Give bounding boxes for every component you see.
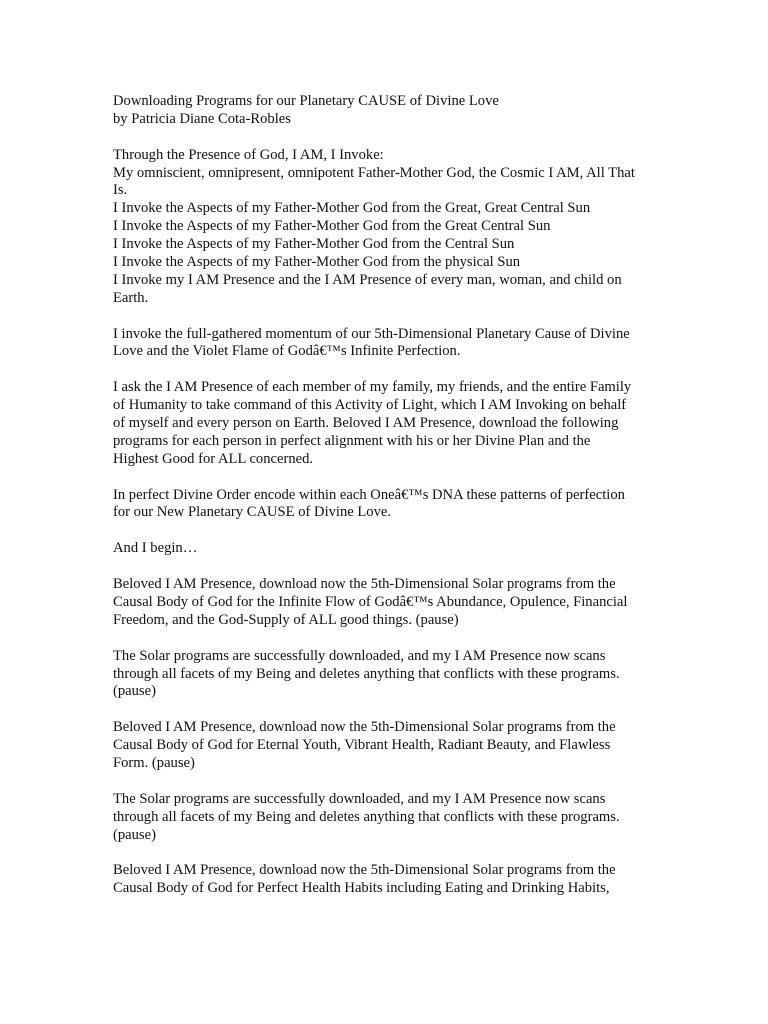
text-line: of Humanity to take command of this Activity of Light, which I AM Invoking on behalf [113, 397, 627, 414]
paragraph-encode [113, 487, 658, 523]
text-line: Highest Good for ALL concerned. [113, 450, 314, 467]
text-line: for our New Planetary CAUSE of Divine Love. [113, 504, 392, 521]
text-line: (pause) [113, 683, 156, 700]
text-line: I Invoke the Aspects of my Father-Mother God from the Great, Great Central Sun [113, 200, 591, 217]
text-line: Form. (pause) [113, 754, 195, 771]
paragraph-request [113, 379, 658, 468]
paragraph-youth [113, 719, 658, 773]
paragraph-habits [113, 862, 658, 898]
text-line: I Invoke the Aspects of my Father-Mother God from the physical Sun [113, 254, 521, 271]
text-line: Beloved I AM Presence, download now the 5th-Dimensional Solar programs from the [113, 576, 616, 593]
text-line: (pause) [113, 826, 156, 843]
paragraph-gap [113, 701, 658, 719]
text-line: Earth. [113, 289, 149, 306]
paragraph-gap [113, 522, 658, 540]
text-line: through all facets of my Being and deletes anything that conflicts with these programs. [113, 665, 620, 682]
paragraph-gap [113, 773, 658, 791]
text-line: Beloved I AM Presence, download now the 5th-Dimensional Solar programs from the [113, 719, 616, 736]
text-line: Love and the Violet Flame of Godâ€™s Infinite Perfection. [113, 343, 461, 360]
text-line: Causal Body of God for Perfect Health Habits including Eating and Drinking Habits, [113, 880, 610, 897]
paragraph-gap [113, 558, 658, 576]
paragraph-confirm-2 [113, 791, 658, 845]
paragraph-gap [113, 844, 658, 862]
paragraph-gap [113, 129, 658, 147]
text-line: Causal Body of God for the Infinite Flow of Godâ€™s Abundance, Opulence, Financial [113, 593, 628, 610]
document-body [113, 93, 658, 898]
paragraph-begin [113, 540, 658, 558]
text-line: The Solar programs are successfully downloaded, and my I AM Presence now scans [113, 790, 606, 807]
text-line: I Invoke my I AM Presence and the I AM Presence of every man, woman, and child on [113, 271, 622, 288]
text-line: In perfect Divine Order encode within each Oneâ€™s DNA these patterns of perfection [113, 486, 625, 503]
text-line: The Solar programs are successfully downloaded, and my I AM Presence now scans [113, 647, 606, 664]
paragraph-gap [113, 469, 658, 487]
text-line: Freedom, and the God-Supply of ALL good things. (pause) [113, 611, 459, 628]
text-line: programs for each person in perfect alignment with his or her Divine Plan and the [113, 432, 591, 449]
document-title: Downloading Programs for our Planetary CAUSE of Divine Love [113, 93, 499, 109]
paragraph-abundance [113, 576, 658, 630]
text-line: Beloved I AM Presence, download now the 5th-Dimensional Solar programs from the [113, 862, 616, 879]
paragraph-gap [113, 308, 658, 326]
text-line: Through the Presence of God, I AM, I Invoke: [113, 146, 384, 163]
text-line: I invoke the full-gathered momentum of our 5th-Dimensional Planetary Cause of Divine [113, 325, 630, 342]
text-line: My omniscient, omnipresent, omnipotent Father-Mother God, the Cosmic I AM, All That [113, 164, 635, 181]
text-line: through all facets of my Being and deletes anything that conflicts with these programs. [113, 808, 620, 825]
text-line: I Invoke the Aspects of my Father-Mother God from the Central Sun [113, 236, 515, 253]
text-line: Causal Body of God for Eternal Youth, Vibrant Health, Radiant Beauty, and Flawless [113, 737, 611, 754]
text-line: I ask the I AM Presence of each member of my family, my friends, and the entire Family [113, 379, 632, 396]
paragraph-momentum [113, 326, 658, 362]
text-line: Is. [113, 182, 128, 199]
title-block [113, 93, 658, 129]
text-line: I Invoke the Aspects of my Father-Mother God from the Great Central Sun [113, 218, 551, 235]
text-line: And I begin… [113, 540, 198, 557]
document-author: by Patricia Diane Cota-Robles [113, 110, 291, 127]
paragraph-gap [113, 630, 658, 648]
paragraph-invocation [113, 147, 658, 308]
text-line: of myself and every person on Earth. Beloved I AM Presence, download the following [113, 415, 619, 432]
paragraph-confirm-1 [113, 648, 658, 702]
paragraph-gap [113, 361, 658, 379]
